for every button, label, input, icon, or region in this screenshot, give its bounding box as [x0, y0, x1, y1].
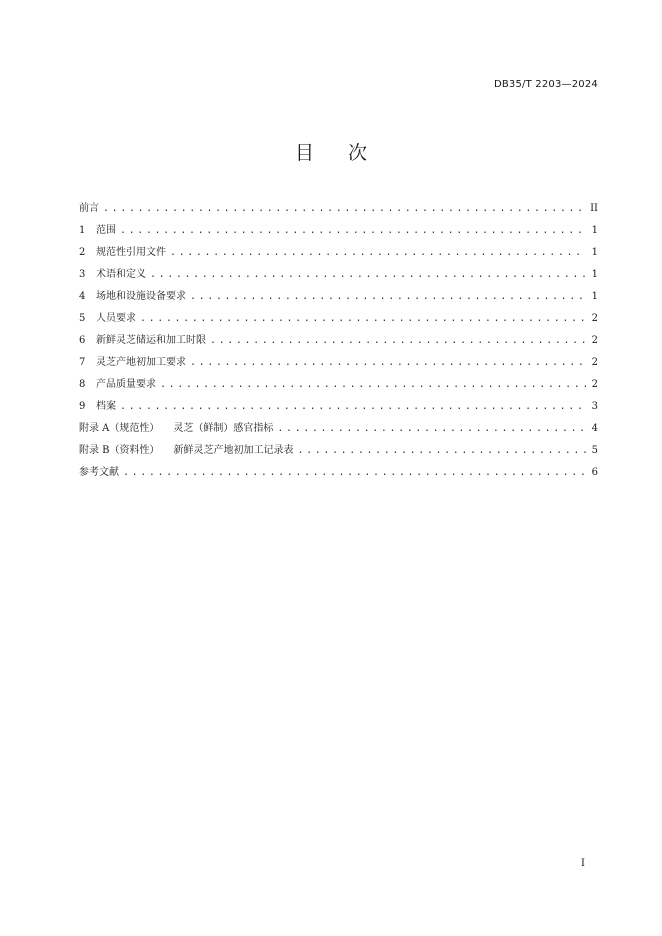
toc-entry-page: II [590, 203, 598, 214]
toc-leader-dots [103, 200, 586, 217]
toc-entry-appendix-a[interactable] [79, 420, 598, 442]
toc-entry-page: 2 [591, 313, 598, 324]
toc-entry-label: 场地和设施设备要求 [96, 291, 186, 302]
appendix-title: 新鲜灵芝产地初加工记录表 [173, 445, 294, 456]
toc-leader-dots [150, 266, 586, 283]
toc-entry-number: 3 [79, 269, 86, 280]
page-number: I [581, 858, 585, 869]
toc-entry-label: 档案 [96, 401, 116, 412]
toc-leader-dots [120, 222, 586, 239]
toc-leader-dots [160, 376, 586, 393]
toc-entry-number: 2 [79, 247, 86, 258]
toc-entry-terms-definitions[interactable] [79, 266, 598, 288]
toc-entry-personnel[interactable] [79, 310, 598, 332]
toc-leader-dots [170, 244, 586, 261]
document-code: DB35/T 2203—2024 [493, 79, 598, 90]
toc-entry-bibliography[interactable] [79, 464, 598, 486]
toc-entry-label: 参考文献 [79, 467, 119, 478]
toc-entry-page: 4 [591, 423, 598, 434]
toc-leader-dots [120, 398, 586, 415]
toc-entry-label: 新鲜灵芝储运和加工时限 [96, 335, 206, 346]
toc-entry-label [79, 442, 294, 459]
toc-leader-dots [140, 310, 586, 327]
appendix-label: 附录 B（资料性） [79, 445, 160, 456]
toc-entry-page: 1 [591, 247, 598, 258]
toc-entry-storage-time-limits[interactable] [79, 332, 598, 354]
toc-entry-label: 产品质量要求 [96, 379, 156, 390]
toc-entry-page: 2 [591, 335, 598, 346]
toc-entry-page: 6 [591, 467, 598, 478]
toc-entry-number: 8 [79, 379, 86, 390]
toc-entry-number: 6 [79, 335, 86, 346]
toc-entry-records[interactable] [79, 398, 598, 420]
toc-leader-dots [277, 420, 586, 437]
toc-entry-primary-processing[interactable] [79, 354, 598, 376]
appendix-title: 灵芝（鲜制）感官指标 [173, 423, 274, 434]
toc-entry-page: 1 [591, 269, 598, 280]
toc-leader-dots [298, 442, 586, 459]
toc-entry-page: 1 [591, 225, 598, 236]
toc-entry-label: 术语和定义 [96, 269, 146, 280]
appendix-label: 附录 A（规范性） [79, 423, 160, 434]
toc-entry-page: 2 [591, 379, 598, 390]
toc-entry-label: 规范性引用文件 [96, 247, 166, 258]
toc-entry-normative-references[interactable] [79, 244, 598, 266]
toc-entry-label: 灵芝产地初加工要求 [96, 357, 186, 368]
toc-entry-page: 3 [591, 401, 598, 412]
toc-entry-page: 5 [591, 445, 598, 456]
toc-leader-dots [210, 332, 586, 349]
toc-entry-page: 2 [591, 357, 598, 368]
toc-entry-label [79, 420, 273, 437]
toc-entry-appendix-b[interactable] [79, 442, 598, 464]
table-of-contents [79, 200, 598, 486]
toc-leader-dots [190, 354, 586, 371]
toc-entry-product-quality[interactable] [79, 376, 598, 398]
toc-entry-number: 7 [79, 357, 86, 368]
toc-entry-number: 9 [79, 401, 86, 412]
toc-entry-foreword[interactable] [79, 200, 598, 222]
toc-entry-number: 1 [79, 225, 86, 236]
toc-entry-number: 4 [79, 291, 86, 302]
toc-entry-label: 范围 [96, 225, 116, 236]
toc-entry-label: 前言 [79, 203, 99, 214]
toc-leader-dots [190, 288, 586, 305]
toc-entry-page: 1 [591, 291, 598, 302]
toc-leader-dots [123, 464, 586, 481]
toc-entry-site-facilities[interactable] [79, 288, 598, 310]
toc-entry-scope[interactable] [79, 222, 598, 244]
toc-entry-label: 人员要求 [96, 313, 136, 324]
toc-entry-number: 5 [79, 313, 86, 324]
toc-title: 目次 [294, 142, 401, 164]
